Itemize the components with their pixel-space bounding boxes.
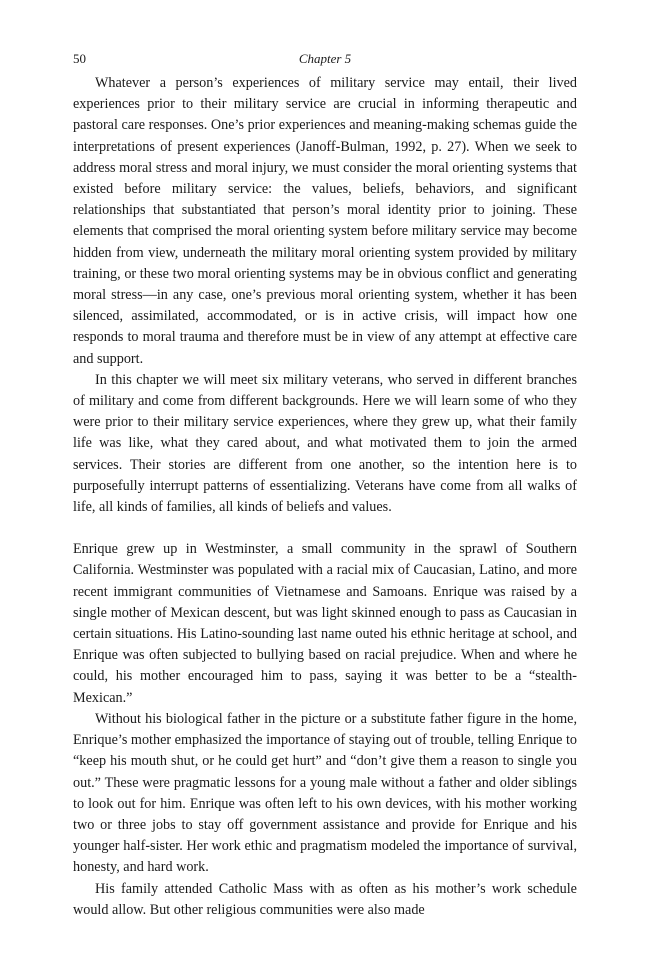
paragraph-3: Enrique grew up in Westminster, a small community in the sprawl of Southern California. Westminster was populated with a racial mix of Caucasian, Latino, and more recent immigrant communities of Vietnamese and Samoans. Enrique was raised by a single mother of Mexican descent, but was light skinned enough to pass as Caucasian in certain situations. His Latino-sounding last name outed his ethnic heritage at school, and Enrique was often subjected to bullying based on racial prejudice. When and where he could, his mother encouraged him to pass, saying it was better to be a “stealth-Mexican.”: [73, 541, 577, 706]
paragraph-4: Without his biological father in the picture or a substitute father figure in the home, Enrique’s mother emphasized the importance of staying out of trouble, telling Enrique to “keep his mouth shut, or he could get hurt” and “don’t give them a reason to single you out.” These were pragmatic lessons for a young male without a father and older siblings to look out for him. Enrique was often left to his own devices, with his mother working two or three jobs to stay off government assistance and provide for Enrique and his younger half-sister. Her work ethic and pragmatism modeled the importance of survival, honesty, and hard work.: [73, 710, 577, 876]
page-number: 50: [73, 51, 86, 66]
paragraph-2: In this chapter we will meet six military veterans, who served in different branches of military and come from different backgrounds. Here we will learn some of who they were prior to their military service experiences, where they grew up, what their family life was like, what they cared about, and what motivated them to join the armed services. Their stories are different from one another, so the intention here is to purposefully interrupt patterns of essentializing. Veterans have come from all walks of life, all kinds of families, all kinds of beliefs and values.: [73, 371, 577, 516]
paragraph-5: His family attended Catholic Mass with as often as his mother’s work schedule would allow. But other religious communities were also made: [73, 880, 577, 918]
chapter-title: Chapter 5: [298, 51, 352, 66]
running-header: [73, 48, 577, 70]
section-break: [73, 518, 577, 539]
book-page: [73, 48, 577, 921]
body-text: [73, 73, 577, 921]
paragraph-1: Whatever a person’s experiences of military service may entail, their lived experiences prior to their military service are crucial in informing therapeutic and pastoral care responses. One’s prior experiences and meaning-making schemas guide the interpretations of present experiences (Janoff-Bulman, 1992, p. 27). When we seek to address moral stress and moral injury, we must consider the moral orienting systems that existed before military service: the values, beliefs, behaviors, and significant relationships that substantiated that person’s moral identity prior to joining. These elements that comprised the moral orienting system before military service may become hidden from view, underneath the military moral orienting system provided by military training, or these two moral orienting systems may be in obvious conflict and generating moral stress—in any case, one’s previous moral orienting system, whether it has been silenced, assimilated, accommodated, or is in active crisis, will impact how one responds to moral trauma and therefore must be in view of any attempt at effective care and support.: [73, 75, 577, 367]
